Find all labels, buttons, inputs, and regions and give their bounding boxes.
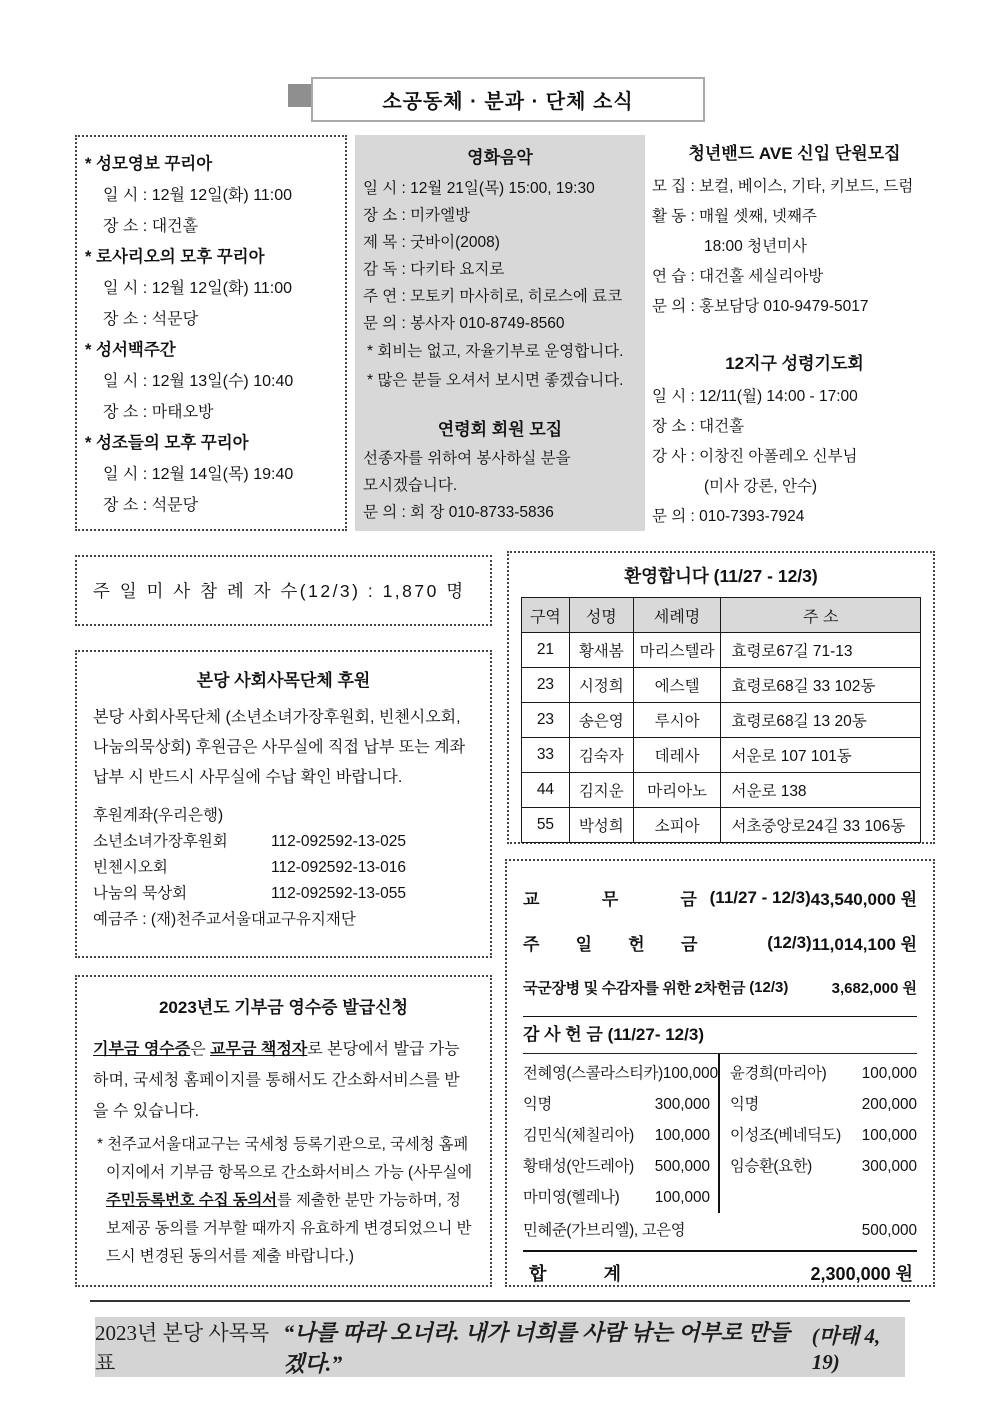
donor-row [730,1089,917,1120]
group-place: 장 소 : 석문당 [103,311,199,328]
group-section [85,242,337,335]
donor-name: 익명 [523,1096,552,1113]
funeral-assoc-line: 선종자를 위하여 봉사하실 분을 [363,450,571,467]
mass-attendance-text: 주 일 미 사 참 례 자 수(12/3) : 1,870 명 [93,581,466,601]
movie-name: 제 목 : 굿바이(2008) [363,234,500,251]
receipt-em: 교무금 책정자 [210,1041,308,1058]
cell-baptismal: 데레사 [633,738,721,773]
account-holder: 예금주 : (재)천주교서울대교구유지재단 [93,911,356,928]
cell-district: 33 [522,738,570,773]
movie-cast: 주 연 : 모토키 마사히로, 히로스에 료코 [363,288,623,305]
group-place: 장 소 : 마태오방 [103,404,214,421]
cell-name: 시정희 [569,668,633,703]
donor-row [523,1058,719,1089]
donor-name: 전혜영(스콜라스티카) [523,1065,663,1082]
total-row [523,1250,917,1294]
donor-row [730,1058,917,1089]
cell-baptismal: 에스텔 [633,668,721,703]
movie-place: 장 소 : 미카엘방 [363,207,471,224]
funeral-assoc-title: 연령회 회원 모집 [437,420,563,439]
finance-row [523,920,917,965]
movie-director: 감 독 : 다키타 요지로 [363,261,505,278]
finance-label: 교 무 금 [523,890,697,909]
donor-name: 윤경희(마리아) [730,1065,827,1082]
account-number: 112-092592-13-016 [271,859,407,876]
finance-box [505,859,935,1287]
table-row [522,633,921,668]
group-datetime: 일 시 : 12월 13일(수) 10:40 [103,373,294,390]
donor-amount: 500,000 [654,1158,710,1175]
finance-period: (12/3) [749,979,789,996]
band-practice: 연 습 : 대건홀 세실리아방 [652,268,824,285]
group-datetime: 일 시 : 12월 14일(목) 19:40 [103,466,294,483]
prayer-speaker: 강 사 : 이창진 아폴레오 신부님 [652,448,858,465]
donor-amount: 100,000 [861,1065,917,1082]
donor-row [523,1182,710,1213]
prayer-title: 12지구 성령기도회 [725,354,864,373]
cell-address: 효령로67길 71-13 [721,633,921,668]
table-row [522,738,921,773]
page-title: 소공동체 · 분과 · 단체 소식 [382,91,634,113]
prayer-contact: 문 의 : 010-7393-7924 [652,508,805,525]
cell-name: 김지운 [569,773,633,808]
donor-column-right [720,1054,917,1213]
cell-district: 23 [522,703,570,738]
table-row [522,773,921,808]
table-row [522,703,921,738]
band-activity-time: 18:00 청년미사 [704,238,807,255]
finance-amount: 3,682,000 원 [831,980,917,997]
group-title: * 로사리오의 모후 꾸리아 [85,248,265,266]
group-section [85,149,337,242]
account-number: 112-092592-13-025 [271,833,407,850]
cell-address: 효령로68길 33 102동 [721,668,921,703]
donor-row [730,1151,917,1182]
welcome-header-row [522,598,921,633]
cell-district: 44 [522,773,570,808]
welcome-table [521,597,921,843]
finance-row [523,875,917,920]
col-header-name: 성명 [569,598,633,633]
funeral-assoc-contact: 문 의 : 회 장 010-8733-5836 [363,504,554,521]
header-decor-square [288,84,311,107]
cell-name: 박성희 [569,808,633,843]
cell-name: 김숙자 [569,738,633,773]
donor-amount: 300,000 [861,1158,917,1175]
total-amount: 2,300,000 원 [810,1264,913,1284]
prayer-detail: (미사 강론, 안수) [704,478,818,495]
cell-address: 서초중앙로24길 33 106동 [721,808,921,843]
right-column [652,140,937,532]
account-name: 빈첸시오회 [93,859,168,876]
group-place: 장 소 : 석문당 [103,497,199,514]
prayer-place: 장 소 : 대건홀 [652,418,745,435]
cell-district: 23 [522,668,570,703]
account-name: 소년소녀가장후원회 [93,833,228,850]
movie-title: 영화음악 [467,148,533,167]
cell-name: 황새봄 [569,633,633,668]
cell-address: 서운로 107 101동 [721,738,921,773]
band-activity: 활 동 : 매월 셋째, 넷째주 [652,208,817,225]
finance-amount: 11,014,100 원 [811,935,917,954]
cell-baptismal: 루시아 [633,703,721,738]
band-recruit: 모 집 : 보컬, 베이스, 기타, 키보드, 드럼 [652,178,914,195]
account-bank: 후원계좌(우리은행) [93,807,224,824]
total-label: 합 계 [529,1264,621,1284]
cell-address: 효령로68길 13 20동 [721,703,921,738]
donor-row [523,1151,710,1182]
receipt-text: 은 [190,1041,211,1058]
donor-name: 마미영(헬레나) [523,1189,620,1206]
receipt-text: 로 본당에서 발급 가능하며, 국세청 홈페이지를 통해서도 간소화서비스를 받을 수 있습니다. [93,1041,460,1120]
group-place: 장 소 : 대건홀 [103,218,199,235]
donor-name: 임승환(요한) [730,1158,812,1175]
movie-contact: 문 의 : 봉사자 010-8749-8560 [363,315,565,332]
divider [523,1016,917,1017]
group-section [85,428,337,521]
account-row [93,881,474,907]
cell-district: 55 [522,808,570,843]
welcome-box [507,551,935,844]
pastoral-goal-reference: (마태 4, 19) [811,1323,881,1374]
table-row [522,668,921,703]
cell-address: 서운로 138 [721,773,921,808]
receipt-title: 2023년도 기부금 영수증 발급신청 [158,998,409,1017]
cell-baptismal: 마리아노 [633,773,721,808]
donor-name: 황태성(안드레아) [523,1158,634,1175]
cell-name: 송은영 [569,703,633,738]
movie-note: * 회비는 없고, 자율기부로 운영합니다. [367,343,624,360]
donor-amount: 100,000 [861,1127,917,1144]
movie-datetime: 일 시 : 12월 21일(목) 15:00, 19:30 [363,180,595,197]
donor-amount: 500,000 [861,1222,917,1239]
donor-name: 이성조(베네딕도) [730,1127,841,1144]
donor-row [523,1089,710,1120]
group-datetime: 일 시 : 12월 12일(화) 11:00 [103,187,293,204]
donor-amount: 200,000 [861,1096,917,1113]
account-name: 나눔의 묵상회 [93,885,188,902]
account-number: 112-092592-13-055 [271,885,407,902]
section-header [311,77,705,122]
cell-baptismal: 마리스텔라 [633,633,721,668]
col-header-address: 주 소 [721,598,921,633]
group-title: * 성조들의 모후 꾸리아 [85,434,249,452]
receipt-em: 기부금 영수증 [93,1041,191,1058]
finance-period: (12/3) [767,932,812,952]
donor-column-left [523,1054,720,1213]
donor-name: 익명 [730,1096,759,1113]
receipt-box [75,975,492,1287]
receipt-note-text: 를 제출한 분만 가능하며, 정보제공 동의를 거부할 때까지 유효하게 변경되었으니 반드시 변경된 동의서를 제출 바랍니다.) [106,1192,472,1265]
support-title: 본당 사회사목단체 후원 [196,671,371,690]
donor-amount: 100,000 [654,1189,710,1206]
finance-label: 주 일 헌 금 [523,935,698,954]
footer-divider [90,1300,910,1302]
movie-note: * 많은 분들 오셔서 보시면 좋겠습니다. [367,372,624,389]
band-title: 청년밴드 AVE 신입 단원모집 [688,144,901,163]
finance-amount: 43,540,000 원 [810,890,917,909]
donor-amount: 100,000 [662,1065,719,1082]
band-contact: 문 의 : 홍보담당 010-9479-5017 [652,298,869,315]
cell-baptismal: 소피아 [633,808,721,843]
welcome-title: 환영합니다 (11/27 - 12/3) [624,566,818,586]
prayer-datetime: 일 시 : 12/11(월) 14:00 - 17:00 [652,388,858,405]
account-block [93,803,474,933]
group-title: * 성서백주간 [85,341,176,359]
pastoral-goal-banner [95,1317,905,1377]
donor-amount: 300,000 [654,1096,710,1113]
col-header-district: 구역 [522,598,570,633]
group-title: * 성모영보 꾸리아 [85,155,213,173]
donor-amount: 100,000 [654,1127,710,1144]
pastoral-goal-prefix: 2023년 본당 사목목표 [95,1321,270,1375]
mass-attendance-box [75,555,492,626]
pastoral-goal-quote: “나를 따라 오너라. 내가 너희를 사람 낚는 어부로 만들겠다.” [283,1320,791,1376]
funeral-assoc-line: 모시겠습니다. [363,477,458,494]
donor-name: 김민식(체칠리아) [523,1127,634,1144]
col-header-baptismal: 세례명 [633,598,721,633]
donor-name: 민혜준(가브리엘), 고은영 [523,1222,686,1239]
cell-district: 21 [522,633,570,668]
support-paragraph: 본당 사회사목단체 (소년소녀가장후원회, 빈첸시오회, 나눔의묵상회) 후원금은 사무실에 직접 납부 또는 계좌 납부 시 반드시 사무실에 수납 확인 바랍니다. [93,709,466,786]
receipt-note [93,1131,474,1271]
support-box [75,650,492,958]
account-row [93,829,474,855]
receipt-note-em: 주민등록번호 수집 동의서 [106,1192,278,1209]
group-datetime: 일 시 : 12월 12일(화) 11:00 [103,280,293,297]
donor-row-full [523,1215,917,1246]
receipt-note-text: * 천주교서울대교구는 국세청 등록기관으로, 국세청 홈페이지에서 기부금 항목으로 간소화서비스 가능 (사무실에 [97,1136,473,1181]
thanks-offering-title: 감 사 헌 금 (11/27- 12/3) [523,1019,917,1054]
account-row [93,855,474,881]
movie-music-box [355,135,645,531]
finance-label: 국군장병 및 수감자를 위한 2차헌금 [523,980,746,997]
finance-row [523,965,917,1010]
donor-grid [523,1054,917,1213]
finance-period: (11/27 - 12/3) [709,887,811,907]
receipt-paragraph [93,1034,474,1127]
group-section [85,335,337,428]
donor-row [730,1120,917,1151]
spacer [652,322,937,350]
small-groups-box [75,135,347,531]
donor-row [523,1120,710,1151]
table-row [522,808,921,843]
